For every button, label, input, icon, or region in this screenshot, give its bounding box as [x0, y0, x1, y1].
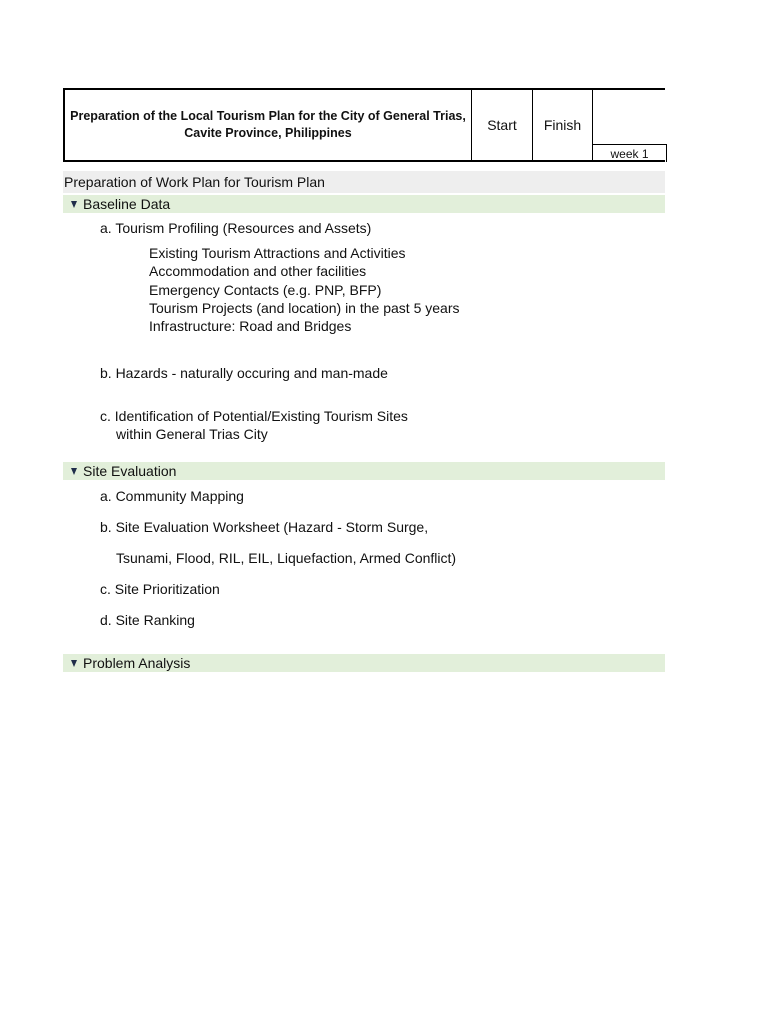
profiling-subitem: Emergency Contacts (e.g. PNP, BFP)	[149, 282, 382, 298]
collapse-triangle-icon[interactable]	[71, 201, 77, 208]
section-problem-analysis[interactable]	[63, 654, 665, 672]
section-label: Problem Analysis	[83, 655, 191, 671]
start-column-header: Start	[472, 90, 533, 160]
collapse-triangle-icon[interactable]	[71, 660, 77, 667]
site-evaluation-item-continued: Tsunami, Flood, RIL, EIL, Liquefaction, Armed Conflict)	[116, 550, 457, 566]
profiling-subitem: Accommodation and other facilities	[149, 263, 367, 279]
site-evaluation-item: c. Site Prioritization	[100, 581, 220, 597]
section-site-evaluation[interactable]	[63, 462, 665, 480]
hazards-item: b. Hazards - naturally occuring and man-made	[100, 365, 388, 381]
tourism-profiling-item: a. Tourism Profiling (Resources and Assets)	[100, 220, 372, 236]
site-evaluation-item: b. Site Evaluation Worksheet (Hazard - Storm Surge,	[100, 519, 429, 535]
site-evaluation-item: d. Site Ranking	[100, 612, 195, 628]
work-plan-row: Preparation of Work Plan for Tourism Plan	[63, 171, 665, 193]
identification-item: c. Identification of Potential/Existing Tourism Sites	[100, 408, 408, 424]
collapse-triangle-icon[interactable]	[71, 468, 77, 475]
section-baseline-data[interactable]	[63, 195, 665, 213]
profiling-subitem: Infrastructure: Road and Bridges	[149, 318, 352, 334]
profiling-subitem: Existing Tourism Attractions and Activities	[149, 245, 406, 261]
profiling-subitem: Tourism Projects (and location) in the past 5 years	[149, 300, 460, 316]
gantt-sheet	[63, 88, 665, 671]
week-1-header: week 1	[593, 144, 667, 162]
plan-title: Preparation of the Local Tourism Plan for the City of General Trias, Cavite Province, Philippines	[65, 90, 472, 160]
section-label: Baseline Data	[83, 196, 171, 212]
header-table	[63, 88, 665, 162]
site-evaluation-item: a. Community Mapping	[100, 488, 244, 504]
identification-item-continued: within General Trias City	[116, 426, 268, 442]
finish-column-header: Finish	[533, 90, 593, 160]
section-label: Site Evaluation	[83, 463, 177, 479]
